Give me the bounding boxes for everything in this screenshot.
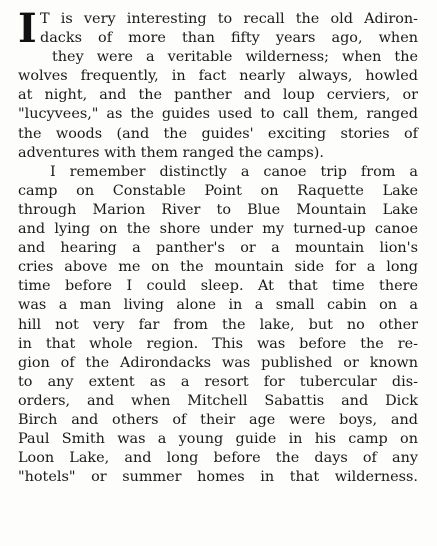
article-text [18, 5, 418, 487]
paragraph-2-line: Birch and others of their age were boys, and [18, 411, 418, 428]
paragraph-1-line: they were a veritable wilderness; when the [52, 49, 418, 66]
paragraph-1-line: adventures with them ranged the camps). [18, 144, 324, 161]
paragraph-2-line: I remember distinctly a canoe trip from a [50, 163, 418, 180]
paragraph-2 [18, 163, 418, 488]
paragraph-2-line: cries above me on the mountain side for a long [18, 259, 418, 276]
paragraph-2-line: time before I could sleep. At that time there [18, 278, 418, 295]
paragraph-2-line: was a man living alone in a small cabin on a [18, 297, 418, 314]
paragraph-2-line: and lying on the shore under my turned-up canoe [18, 221, 418, 238]
paragraph-2-line: in that whole region. This was before the re- [18, 335, 418, 352]
paragraph-1-line: "lucyvees," as the guides used to call them, ranged [18, 106, 418, 123]
paragraph-2-line: orders, and when Mitchell Sabattis and Dick [18, 392, 418, 409]
paragraph-2-line: camp on Constable Point on Raquette Lake [18, 182, 418, 199]
paragraph-1-line: dacks of more than fifty years ago, when [40, 30, 418, 47]
paragraph-2-line: hill not very far from the lake, but no other [18, 316, 418, 333]
paragraph-1-line: at night, and the panther and loup cerviers, or [18, 87, 418, 104]
paragraph-1-line: wolves frequently, in fact nearly always, howled [18, 68, 418, 85]
paragraph-2-line: through Marion River to Blue Mountain Lake [18, 201, 418, 218]
paragraph-2-line: Loon Lake, and long before the days of any [18, 450, 418, 467]
paragraph-2-line: and hearing a panther's or a mountain lion's [18, 240, 418, 257]
paragraph-2-line: to any extent as a resort for tubercular dis- [18, 373, 418, 390]
paragraph-2-line: "hotels" or summer homes in that wilderness. [18, 469, 418, 486]
paragraph-1-line: the woods (and the guides' exciting stories of [18, 125, 418, 142]
paragraph-2-line: Paul Smith was a young guide in his camp on [18, 431, 418, 448]
drop-cap: I [18, 5, 37, 52]
paragraph-1-line: T is very interesting to recall the old Adiron- [40, 11, 418, 27]
paragraph-1 [18, 5, 418, 163]
paragraph-2-line: gion of the Adirondacks was published or known [18, 354, 418, 371]
